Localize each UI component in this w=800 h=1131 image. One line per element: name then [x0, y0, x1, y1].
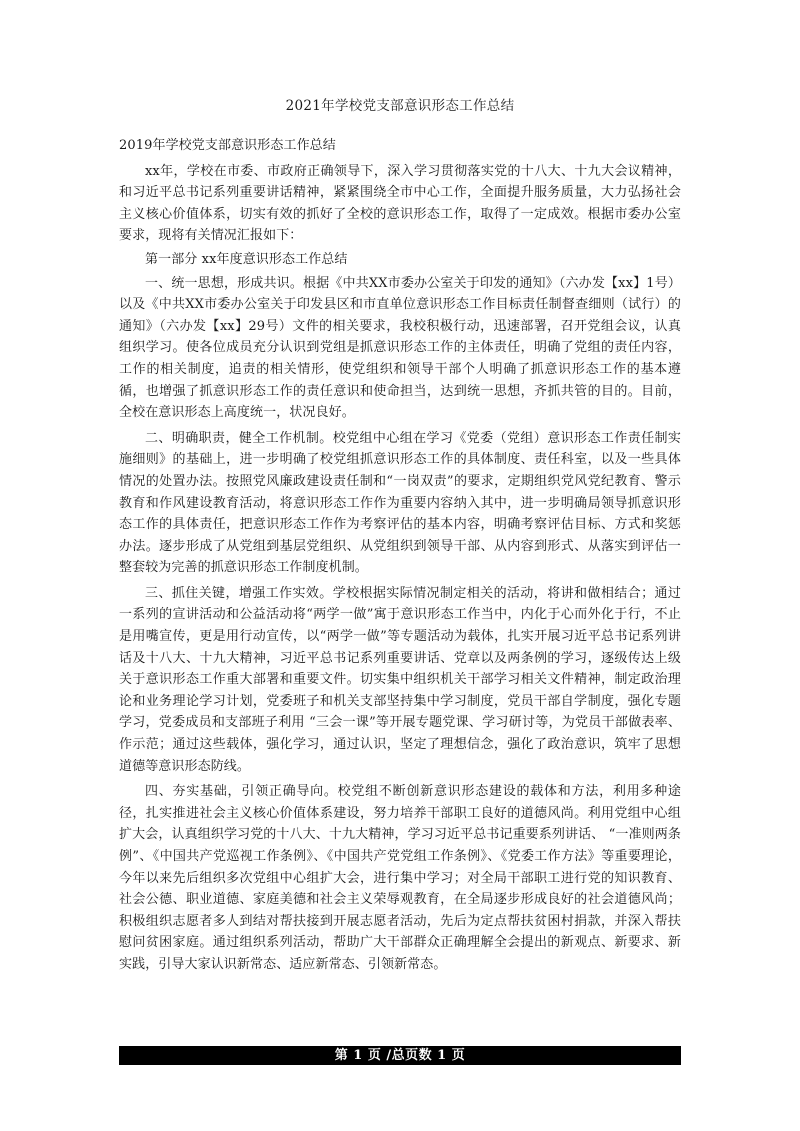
page-number: 第 1 页 /总页数 1 页 [334, 1048, 466, 1063]
document-subtitle: 2019年学校党支部意识形态工作总结 [119, 138, 336, 153]
paragraph-section-2: 二、明确职责，健全工作机制。校党组中心组在学习《党委（党组）意识形态工作责任制实施细则》的基础上，进一步明确了校党组抓意识形态工作的具体制度、责任科室，以及一些具体情况的处置办法。按照党风廉政建设责任制和“一岗双责”的要求，定期组织党风党纪教育、警示教育和作风建设教育活动，将意识形态工作作为重要内容纳入其中，进一步明确局领导抓意识形态工作的具体责任，把意识形态工作作为考察评估的基本内容，明确考察评估目标、方式和奖惩办法。逐步形成了从党组到基层党组织、从党组织到领导干部、从内容到形式、从落实到评估一整套较为完善的抓意识形态工作制度机制。 [119, 430, 681, 576]
document-body [119, 135, 681, 980]
paragraph-section-4: 四、夯实基础，引领正确导向。校党组不断创新意识形态建设的载体和方法，利用多种途径，扎实推进社会主义核心价值体系建设，努力培养干部职工良好的道德风尚。利用党组中心组扩大会，认真组织学习党的十八大、十九大精神，学习习近平总书记重要系列讲话、 “一准则两条例”、《中国共产党巡视工作条例》、《中国共产党党组工作条例》、《党委工作方法》等重要理论，今年以来先后组织多次党组中心组扩大会，进行集中学习；对全局干部职工进行党的知识教育、社会公德、职业道德、家庭美德和社会主义荣辱观教育，在全局逐步形成良好的社会道德风尚；积极组织志愿者多人到结对帮扶接到开展志愿者活动，先后为定点帮扶贫困村捐款，并深入帮扶慰问贫困家庭。通过组织系列活动，帮助广大干部群众正确理解全会提出的新观点、新要求、新实践，引导大家认识新常态、适应新常态、引领新常态。 [119, 784, 681, 972]
paragraph-intro: xx年，学校在市委、市政府正确领导下，深入学习贯彻落实党的十八大、十九大会议精神，和习近平总书记系列重要讲话精神，紧紧围绕全市中心工作，全面提升服务质量，大力弘扬社会主义核心价值体系，切实有效的抓好了全校的意识形态工作，取得了一定成效。根据市委办公室要求，现将有关情况汇报如下： [119, 163, 681, 244]
section-heading: 第一部分 xx年度意识形态工作总结 [145, 251, 348, 267]
document-title: 2021年学校党支部意识形态工作总结 [285, 98, 515, 114]
paragraph-section-3: 三、抓住关键，增强工作实效。学校根据实际情况制定相关的活动，将讲和做相结合；通过一系列的宣讲活动和公益活动将“两学一做”寓于意识形态工作当中，内化于心而外化于行，不止是用嘴宣传，更是用行动宣传，以“两学一做”等专题活动为载体，扎实开展习近平总书记系列讲话及十八大、十九大精神，习近平总书记系列重要讲话、党章以及两条例的学习，逐级传达上级关于意识形态工作重大部署和重要文件。切实集中组织机关干部学习相关文件精神，制定政治理论和业务理论学习计划，党委班子和机关支部坚持集中学习制度，党员干部自学制度，强化专题学习，党委成员和支部班子利用 “三会一课”等开展专题党课、学习研讨等，为党员干部做表率、作示范；通过这些载体，强化学习，通过认识，坚定了理想信念，强化了政治意识，筑牢了思想道德等意识形态防线。 [119, 585, 681, 774]
paragraph-section-1: 一、统一思想，形成共识。根据《中共XX市委办公室关于印发的通知》（六办发【xx】1号）以及《中共XX市委办公室关于印发县区和市直单位意识形态工作目标责任制督查细则（试行）的通知》（六办发【xx】29号）文件的相关要求，我校积极行动，迅速部署，召开党组会议，认真组织学习。使各位成员充分认识到党组是抓意识形态工作的主体责任，明确了党组的责任内容，工作的相关制度，追责的相关情形，使党组织和领导干部个人明确了抓意识形态工作的基本遵循，也增强了抓意识形态工作的责任意识和使命担当，达到统一思想，齐抓共管的目的。目前，全校在意识形态上高度统一，状况良好。 [119, 275, 681, 421]
page-footer [119, 1046, 681, 1065]
